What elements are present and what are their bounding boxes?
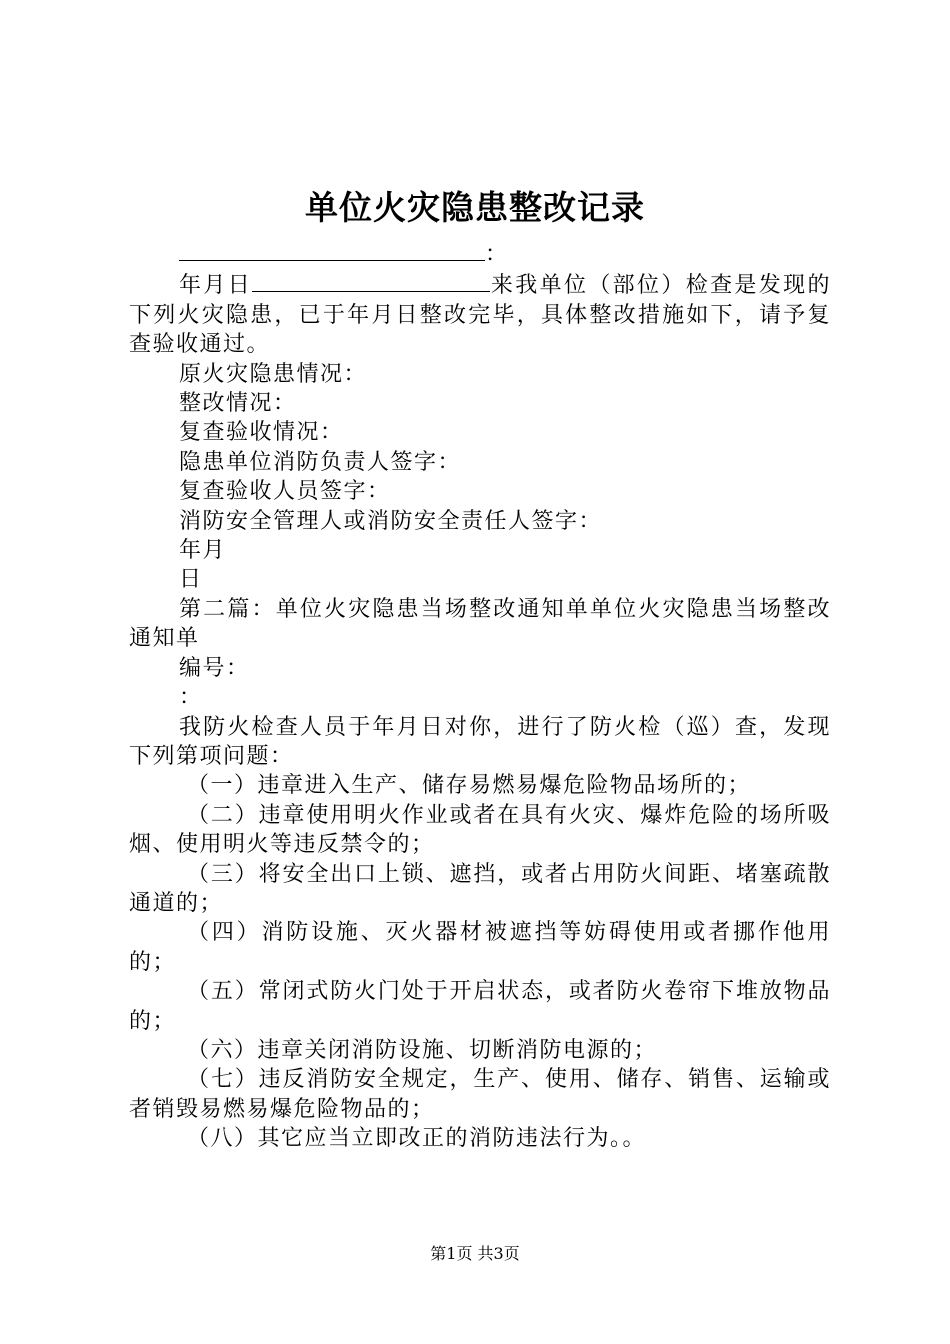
list-item: （四）消防设施、灭火器材被遮挡等妨碍使用或者挪作他用的； (129, 920, 831, 975)
list-item: （六）违章关闭消防设施、切断消防电源的； (187, 1037, 658, 1063)
list-item: （五）常闭式防火门处于开启状态，或者防火卷帘下堆放物品的； (129, 979, 831, 1034)
addressee-blank (179, 238, 485, 261)
document-body (129, 238, 831, 1154)
colon-line: ： (179, 685, 203, 711)
date-line-day: 日 (179, 567, 203, 593)
addressee-colon: ： (485, 242, 509, 267)
list-item: （一）违章进入生产、储存易燃易爆危险物品场所的； (187, 773, 752, 799)
field-unit-fire-signature: 隐患单位消防负责人签字： (179, 449, 462, 475)
list-item: （二）违章使用明火作业或者在具有火灾、爆炸危险的场所吸烟、使用明火等违反禁令的； (129, 802, 831, 858)
intro-paragraph (129, 269, 831, 359)
field-original-hazard: 原火灾隐患情况： (179, 361, 368, 387)
list-item: （三）将安全出口上锁、遮挡，或者占用防火间距、堵塞疏散通道的； (129, 861, 831, 916)
list-item: （七）违反消防安全规定，生产、使用、储存、销售、运输或者销毁易燃易爆危险物品的； (129, 1067, 831, 1122)
list-item: （八）其它应当立即改正的消防违法行为。。 (187, 1126, 647, 1152)
field-rectification: 整改情况： (179, 391, 297, 417)
number-label: 编号： (179, 655, 250, 681)
field-safety-manager-signature: 消防安全管理人或消防安全责任人签字： (179, 508, 603, 534)
intro-date: 年月日 (179, 273, 253, 299)
document-title: 单位火灾隐患整改记录 (305, 188, 645, 227)
date-line-year-month: 年月 (179, 538, 227, 564)
field-reviewer-signature: 复查验收人员签字： (179, 479, 391, 505)
inspector-blank (252, 269, 490, 292)
notice-intro: 我防火检查人员于年月日对你，进行了防火检（巡）查，发现下列第项问题： (129, 714, 831, 769)
page-footer: 第1页 共3页 (430, 1244, 520, 1263)
section2-heading: 第二篇：单位火灾隐患当场整改通知单单位火灾隐患当场整改通知单 (129, 596, 831, 652)
addressee-line (129, 238, 831, 269)
intro-text: 来我单位（部位）检查是发现的下列火灾隐患，已于年月日整改完毕，具体整改措施如下，请予复查验收通过。 (129, 273, 831, 358)
field-review-acceptance: 复查验收情况： (179, 420, 344, 446)
